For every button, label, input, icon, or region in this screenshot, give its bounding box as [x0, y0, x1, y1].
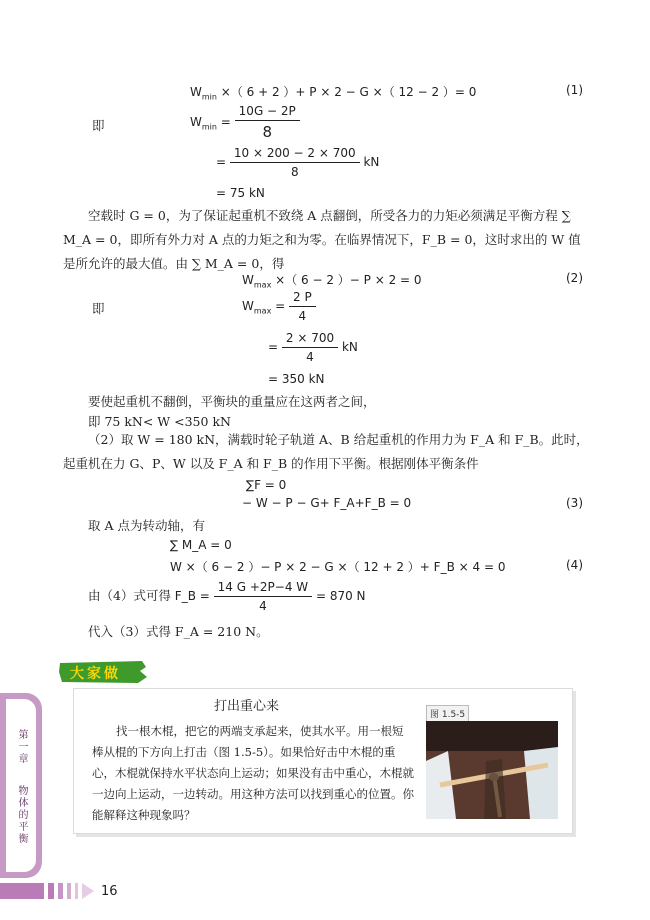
wmax1-fraction: $\frac{2 P}{4}$: [289, 290, 316, 323]
fb-derivation: 由（4）式可得 F_B = $\frac{14 G +2P-4 W}{4}$ = 870 N: [88, 580, 366, 613]
wmax-step-2: = $\frac{2 \times 700}{4}$ kN: [268, 331, 358, 364]
eq1-body: ×（ 6 + 2 ）+ P × 2 − G ×（ 12 − 2 ）= 0: [220, 85, 477, 99]
wmin2-fraction: $\frac{10 \times 200 - 2 \times 700}{8}$: [230, 146, 360, 179]
wmin1-fraction: $\frac{10G - 2P}{8}$: [235, 104, 300, 141]
activity-title: 打出重心来: [214, 699, 280, 714]
stick-experiment-photo: [426, 721, 558, 819]
eq4-body: W ×（ 6 − 2 ）− P × 2 − G ×（ 12 + 2 ）+ F_B × 4 = 0: [170, 560, 506, 574]
wmin-step-2: = $\frac{10 \times 200 - 2 \times 700}{8}$ kN: [216, 146, 380, 179]
chapter-sidebar-tab: [0, 693, 42, 878]
eq4-sum-moment: ∑ M_A = 0: [170, 538, 232, 552]
figure-1-5-5: [426, 705, 558, 819]
eq2-number: (2): [566, 271, 583, 285]
eq3-sum-force: ∑F = 0: [246, 478, 287, 492]
chapter-name: 物体的平衡: [16, 785, 27, 845]
fb-fraction: $\frac{14 G +2P-4 W}{4}$: [214, 580, 313, 613]
ji-label-2: 即: [92, 301, 105, 316]
wmin-step-1: $W_{min}$ = $\frac{10G - 2P}{8}$: [190, 104, 300, 141]
rotation-axis-intro: 取 A 点为转动轴，有: [88, 518, 205, 533]
eq4-number: (4): [566, 558, 583, 572]
wmax-step-1: $W_{max}$ = $\frac{2 P}{4}$: [242, 290, 316, 323]
eq1-lhs-sub: min: [201, 92, 217, 102]
eq1-lhs: W: [190, 85, 202, 99]
wmax2-fraction: $\frac{2 \times 700}{4}$: [282, 331, 338, 364]
equation-2: $W_{max}$ ×（ 6 − 2 ）− P × 2 = 0: [242, 273, 422, 290]
activity-tag-label: 大家做: [70, 666, 121, 682]
range-intro: 要使起重机不翻倒，平衡块的重量应在这两者之间，: [88, 394, 376, 409]
paragraph-full-load: （2）取 W = 180 kN，满载时轮子轨道 A、B 给起重机的作用力为 F_A 和 F_B。此时，起重机在力 G、P、W 以及 F_A 和 F_B 的作用下平衡。根据刚体平衡条件: [63, 432, 589, 471]
range-result: 即 75 kN< W <350 kN: [88, 414, 231, 429]
figure-label: 图 1.5-5: [426, 705, 469, 722]
page-number: 16: [101, 884, 118, 899]
eq3-body: − W − P − G+ F_A+F_B = 0: [242, 496, 412, 510]
eq1-number: (1): [566, 83, 583, 97]
stripe-arrow-icon: [0, 880, 100, 902]
paragraph-no-load: 空载时 G = 0，为了保证起重机不致绕 A 点翻倒，所受各力的力矩必须满足平衡方程 ∑ M_A = 0，即所有外力对 A 点的力矩之和为零。在临界情况下，F_B = 0，这时求出的 W 值是所允许的最大值。由 ∑ M_A = 0，得: [63, 208, 581, 271]
eq3-number: (3): [566, 496, 583, 510]
activity-body: 找一根木棍，把它的两端支承起来，使其水平。用一根短棒从棍的下方向上打击（图 1.5-5）。如果恰好击中木棍的重心，木棍就保持水平状态向上运动；如果没有击中重心，木棍就一边向上运动，一边转动。用这种方法可以找到重心的位置。你能解释这种现象吗？: [92, 724, 414, 822]
fa-result: 代入（3）式得 F_A = 210 N。: [88, 624, 269, 639]
activity-tag: [58, 659, 148, 685]
ji-label-1: 即: [92, 118, 105, 133]
wmax-result: = 350 kN: [268, 372, 325, 386]
activity-box: [73, 688, 573, 834]
wmin-result: = 75 kN: [216, 186, 265, 200]
footer-stripe-decoration: [0, 880, 100, 902]
chapter-number: 第一章: [16, 729, 27, 765]
equation-1: [190, 83, 476, 101]
